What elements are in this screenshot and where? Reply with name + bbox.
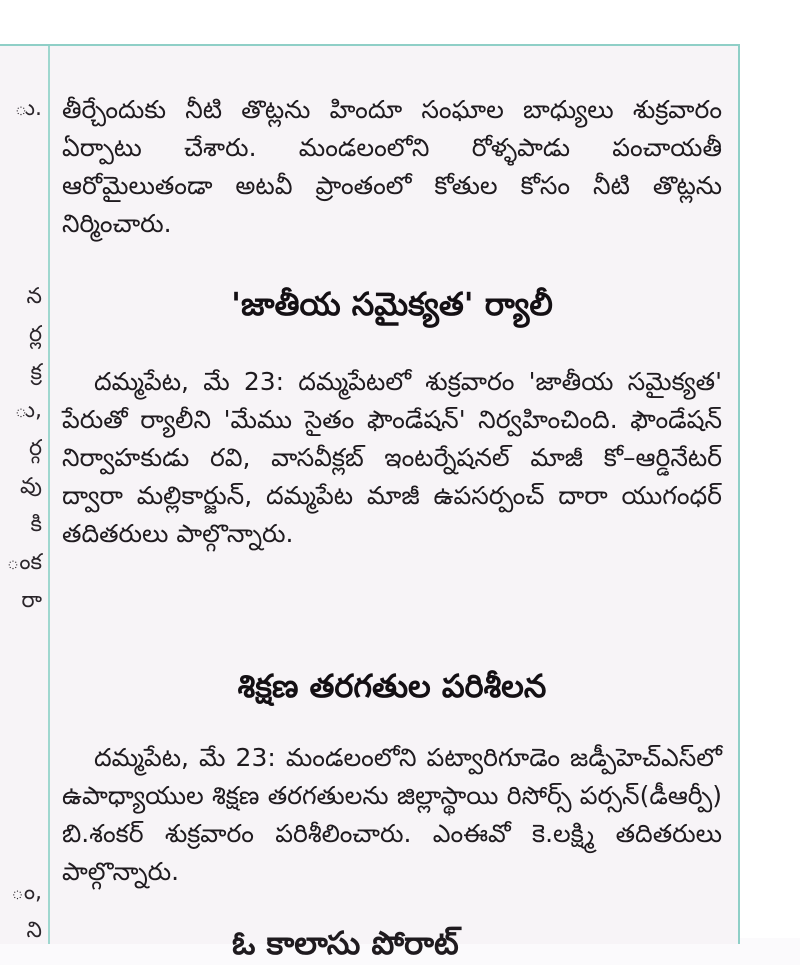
article-paragraph: దమ్మపేట, మే 23: దమ్మపేటలో శుక్రవారం 'జాతీయ సమైక్యత' పేరుతో ర్యాలీని 'మేము సైతం ఫౌండేషన్' నిర్వహించింది. ఫౌండేషన్ నిర్వాహకుడు రవి, వాసవీక్లబ్ ఇంటర్నేషనల్ మాజీ కో–ఆర్డినేటర్ ద్వారా మల్లికార్జున్, దమ్మపేట మాజీ ఉపసర్పంచ్ దారా యుగంధర్ తదితరులు పాల్గొన్నారు. <box>62 367 722 548</box>
fragment-text: కి <box>30 512 42 537</box>
fragment-text: ని <box>26 918 42 943</box>
fragment-text: న <box>26 284 42 309</box>
article-paragraph: తీర్చేందుకు నీటి తొట్లను హిందూ సంఘాల బాధ్యులు శుక్రవారం ఏర్పాటు చేశారు. మండలంలోని రోళ్ళపాడు పంచాయతీ ఆరోమైలుతండా అటవీ ప్రాంతంలో కోతుల కోసం నీటి తొట్లను నిర్మించారు. <box>62 95 722 238</box>
headline-cut-off <box>232 921 562 962</box>
fragment-text: ర్గ <box>28 436 42 461</box>
fragment-text: క్ర <box>30 360 42 385</box>
fragment-text: ు, <box>14 398 42 423</box>
headline-unity-rally: 'జాతీయ సమైక్యత' ర్యాలీ <box>231 285 553 323</box>
newspaper-clipping <box>0 44 740 962</box>
adjacent-column-fragments <box>0 46 46 944</box>
fragment-text: ంక <box>6 550 42 575</box>
column-divider <box>48 46 50 944</box>
fragment-text: ు. <box>14 96 42 121</box>
headline-partial-text: ఓ కాలాసు పోరాట్ <box>232 924 459 962</box>
fragment-text: ం, <box>11 880 42 905</box>
fragment-text: ర్ల <box>28 322 42 347</box>
fragment-text: వు <box>20 474 42 499</box>
fragment-text: రా <box>21 588 42 613</box>
article-paragraph: దమ్మపేట, మే 23: మండలంలోని పట్వారిగూడెం జడ్పీహెచ్ఎస్‌లో ఉపాధ్యాయుల శిక్షణ తరగతులను జిల్లాస్థాయి రిసోర్స్ పర్సన్(డీఆర్పీ) బి.శంకర్ శుక్రవారం పరిశీలించారు. ఎంఈవో కె.లక్ష్మి తదితరులు పాల్గొన్నారు. <box>62 743 722 886</box>
headline-training-inspection: శిక్షణ తరగతుల పరిశీలన <box>237 667 547 705</box>
